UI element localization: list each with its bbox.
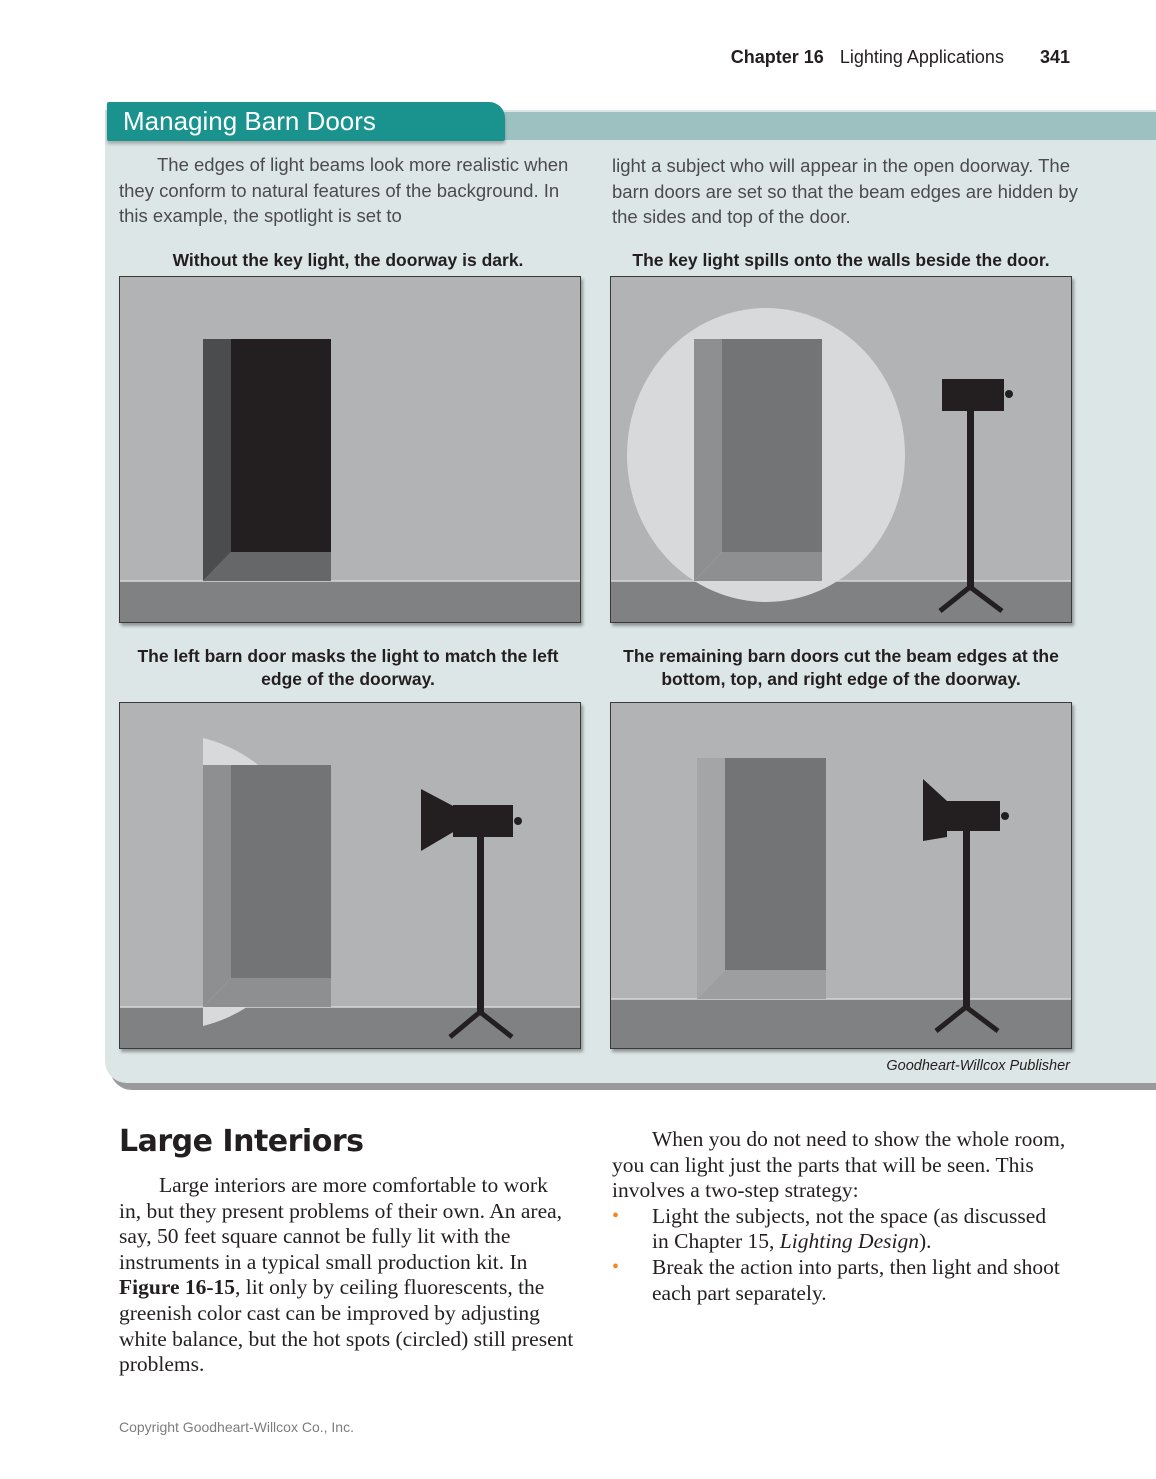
panel-caption-1: Without the key light, the doorway is dark.: [172, 250, 524, 270]
illustration-spill-light: [610, 276, 1072, 623]
page-number: 341: [1039, 47, 1070, 67]
list-item: • Break the action into parts, then light and shoot each part separately.: [612, 1254, 1060, 1305]
intro-text-left: The edges of light beams look more realistic when they conform to natural features of the background. In this example, the spotlight is set to: [119, 154, 569, 226]
paragraph-two-step: When you do not need to show the whole room, you can light just the parts that will be seen. This involves a two-step strategy:: [612, 1127, 1066, 1203]
wall: [120, 703, 580, 1048]
figure-credit: Goodheart-Willcox Publisher: [886, 1058, 1070, 1074]
doorway-opening: [722, 339, 822, 552]
door-jamb-left: [203, 339, 231, 581]
illustration-dark-doorway: [119, 276, 581, 623]
list-item: • Light the subjects, not the space (as discussed in Chapter 15, Lighting Design).: [612, 1203, 1047, 1254]
illustration-left-barn-door: [119, 702, 581, 1049]
doorway-opening: [231, 339, 331, 552]
copyright-footer: Copyright Goodheart-Willcox Co., Inc.: [119, 1419, 354, 1435]
feature-box-band: [500, 112, 1156, 140]
feature-box-title: Managing Barn Doors: [123, 106, 376, 136]
figure-reference: Figure 16-15: [119, 1275, 236, 1300]
running-head: [0, 47, 1070, 68]
floor: [611, 999, 1071, 1048]
panel-caption-3: The left barn door masks the light to match the left edge of the doorway.: [137, 646, 559, 689]
panel-caption-2: The key light spills onto the walls beside the door.: [632, 250, 1050, 270]
door-jamb-left: [694, 339, 722, 581]
floor: [611, 581, 1071, 622]
illustration-all-barn-doors: [610, 702, 1072, 1049]
panel-caption-4: The remaining barn doors cut the beam edges at the bottom, top, and right edge of the doorway.: [623, 646, 1059, 689]
paragraph-large-interiors: Large interiors are more comfortable to work in, but they present problems of their own. An area, say, 50 feet square cannot be fully lit with the instruments in a typical small production kit. In Figure 16-15, lit only by ceiling fluorescents, the greenish color cast can be improved by adjusting white balance, but the hot spots (circled) still present problems.: [119, 1173, 574, 1377]
chapter-title: Lighting Applications: [839, 47, 1004, 67]
doorway-opening: [725, 758, 826, 970]
body-column-right: [612, 1127, 1067, 1306]
chapter-label: Chapter 16: [730, 47, 824, 67]
door-jamb-left: [697, 758, 725, 999]
wall: [611, 703, 1071, 1048]
floor: [120, 581, 580, 622]
floor: [120, 1007, 580, 1048]
intro-text-right: light a subject who will appear in the open doorway. The barn doors are set so that the beam edges are hidden by the sides and top of the door.: [612, 155, 1078, 227]
strategy-list: [612, 1204, 1067, 1306]
section-heading: Large Interiors: [119, 1124, 364, 1159]
doorway-opening: [231, 765, 331, 978]
book-reference: Lighting Design: [779, 1229, 919, 1254]
body-column-left: [119, 1173, 574, 1378]
bullet-icon: •: [612, 1255, 620, 1278]
wall: [120, 277, 580, 622]
door-jamb-left: [203, 765, 231, 1007]
bullet-icon: •: [612, 1204, 620, 1227]
